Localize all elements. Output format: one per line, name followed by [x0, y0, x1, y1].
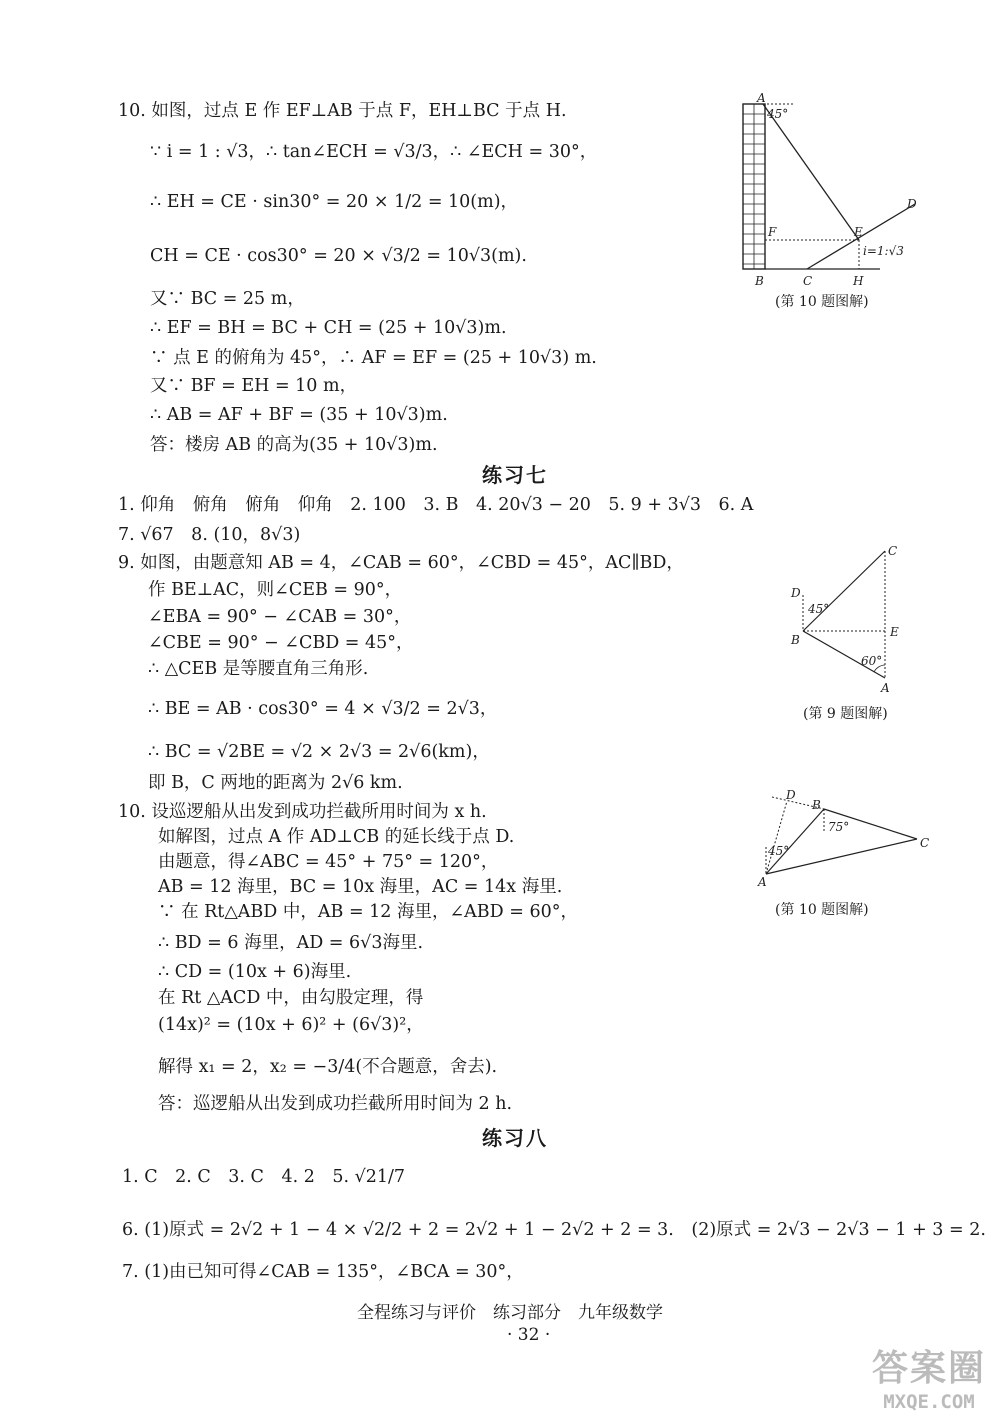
- answer-line: ∴ EH = CE · sin30° = 20 × 1/2 = 10(m)，: [150, 192, 519, 212]
- answer-line: 在 Rt △ACD 中，由勾股定理，得: [158, 988, 424, 1008]
- label-45: 45°: [808, 602, 830, 616]
- answer-line: ∴ AB = AF + BF = (35 + 10√3)m.: [150, 405, 448, 425]
- label-D: D: [791, 586, 801, 600]
- answer-line: 1. C 2. C 3. C 4. 2 5. √21/7: [122, 1167, 406, 1187]
- label-B: B: [791, 633, 800, 647]
- section-heading: 练习七: [482, 463, 548, 487]
- answer-line: 即 B，C 两地的距离为 2√6 km.: [148, 773, 403, 793]
- label-E: E: [854, 225, 863, 239]
- label-angle-45: 45°: [767, 107, 789, 121]
- answer-line: ∵ 在 Rt△ABD 中，AB = 12 海里，∠ABD = 60°，: [158, 902, 578, 922]
- answer-line: 如解图，过点 A 作 AD⊥CB 的延长线于点 D.: [158, 827, 515, 847]
- line-AB: [766, 809, 824, 874]
- label-B: B: [812, 798, 821, 812]
- answer-line: (14x)² = (10x + 6)² + (6√3)²，: [158, 1015, 424, 1035]
- answer-line: 7. (1)由已知可得∠CAB = 135°，∠BCA = 30°，: [122, 1262, 524, 1282]
- answer-line: 10. 设巡逻船从出发到成功拦截所用时间为 x h.: [118, 802, 487, 822]
- label-75: 75°: [828, 820, 850, 834]
- section-heading: 练习八: [482, 1126, 548, 1150]
- line-AE: [763, 104, 859, 240]
- page-number: · 32 ·: [507, 1325, 551, 1345]
- label-E: E: [890, 625, 899, 639]
- label-60: 60°: [861, 654, 883, 668]
- answer-line: AB = 12 海里，BC = 10x 海里，AC = 14x 海里.: [158, 877, 563, 897]
- label-45: 45°: [768, 844, 790, 858]
- label-C: C: [803, 274, 813, 288]
- caption-fig2: (第 9 题图解): [803, 706, 888, 722]
- watermark-url: MXQE.COM: [883, 1391, 975, 1413]
- label-C: C: [920, 836, 930, 850]
- answer-line: ∴ CD = (10x + 6)海里.: [158, 962, 352, 982]
- label-D: D: [907, 197, 917, 211]
- answer-line: 答：巡逻船从出发到成功拦截所用时间为 2 h.: [158, 1094, 513, 1114]
- caption-fig1: (第 10 题图解): [775, 294, 869, 310]
- answer-line: 又∵ BF = EH = 10 m，: [150, 376, 358, 396]
- watermark: [872, 1340, 986, 1413]
- answer-line: 1. 仰角 俯角 俯角 仰角 2. 100 3. B 4. 20√3 − 20 5. 9 + 3√3 6. A: [118, 495, 754, 515]
- label-A: A: [881, 681, 890, 695]
- answer-line: ∵ i = 1 : √3，∴ tan∠ECH = √3/3，∴ ∠ECH = 30°，: [150, 142, 598, 162]
- answer-line: ∴ BC = √2BE = √2 × 2√3 = 2√6(km)，: [148, 742, 490, 762]
- answer-line: 又∵ BC = 25 m，: [150, 289, 305, 309]
- answer-line: ∠CBE = 90° − ∠CBD = 45°，: [148, 633, 414, 653]
- line-BC: [803, 551, 885, 631]
- caption-fig3: (第 10 题图解): [775, 902, 869, 918]
- answer-line: 7. √67 8. (10，8√3): [118, 525, 301, 545]
- answer-line: ∠EBA = 90° − ∠CAB = 30°，: [148, 607, 412, 627]
- answer-line: 6. (1)原式 = 2√2 + 1 − 4 × √2/2 + 2 = 2√2 + 1 − 2√2 + 2 = 3. (2)原式 = 2√3 − 2√3 − 1 + 3 = 2.: [122, 1220, 986, 1240]
- figure-problem9: [785, 543, 915, 698]
- answer-line: 9. 如图，由题意知 AB = 4，∠CAB = 60°，∠CBD = 45°，AC∥BD，: [118, 553, 684, 573]
- answer-line: CH = CE · cos30° = 20 × √3/2 = 10√3(m).: [150, 246, 527, 266]
- answer-line: 答：楼房 AB 的高为(35 + 10√3)m.: [150, 435, 438, 455]
- figure-problem10-building: [735, 92, 925, 292]
- footer-title: 全程练习与评价 练习部分 九年级数学: [357, 1303, 663, 1323]
- watermark-logo-text: 答案圈: [871, 1348, 986, 1389]
- label-F: F: [768, 225, 777, 239]
- answer-line: 作 BE⊥AC，则∠CEB = 90°，: [148, 580, 403, 600]
- answer-line: ∴ EF = BH = BC + CH = (25 + 10√3)m.: [150, 318, 507, 338]
- answer-line: ∴ BD = 6 海里，AD = 6√3海里.: [158, 933, 424, 953]
- answer-line: 由题意，得∠ABC = 45° + 75° = 120°，: [158, 852, 499, 872]
- answer-line: ∴ BE = AB · cos30° = 4 × √3/2 = 2√3，: [148, 699, 498, 719]
- building-wall: [743, 104, 765, 269]
- figure-problem10-ship: [752, 787, 937, 892]
- label-A: A: [757, 91, 766, 105]
- answer-line: ∴ △CEB 是等腰直角三角形.: [148, 659, 369, 679]
- label-slope: i=1:√3: [863, 244, 904, 258]
- label-D: D: [786, 788, 796, 802]
- label-A: A: [758, 875, 767, 889]
- answer-line: ∵ 点 E 的俯角为 45°，∴ AF = EF = (25 + 10√3) m.: [150, 348, 597, 368]
- answer-line: 解得 x₁ = 2，x₂ = −3/4(不合题意，舍去).: [158, 1057, 498, 1077]
- answer-line: 10. 如图，过点 E 作 EF⊥AB 于点 F，EH⊥BC 于点 H.: [118, 101, 567, 121]
- label-B: B: [755, 274, 764, 288]
- label-C: C: [888, 544, 898, 558]
- label-H: H: [853, 274, 864, 288]
